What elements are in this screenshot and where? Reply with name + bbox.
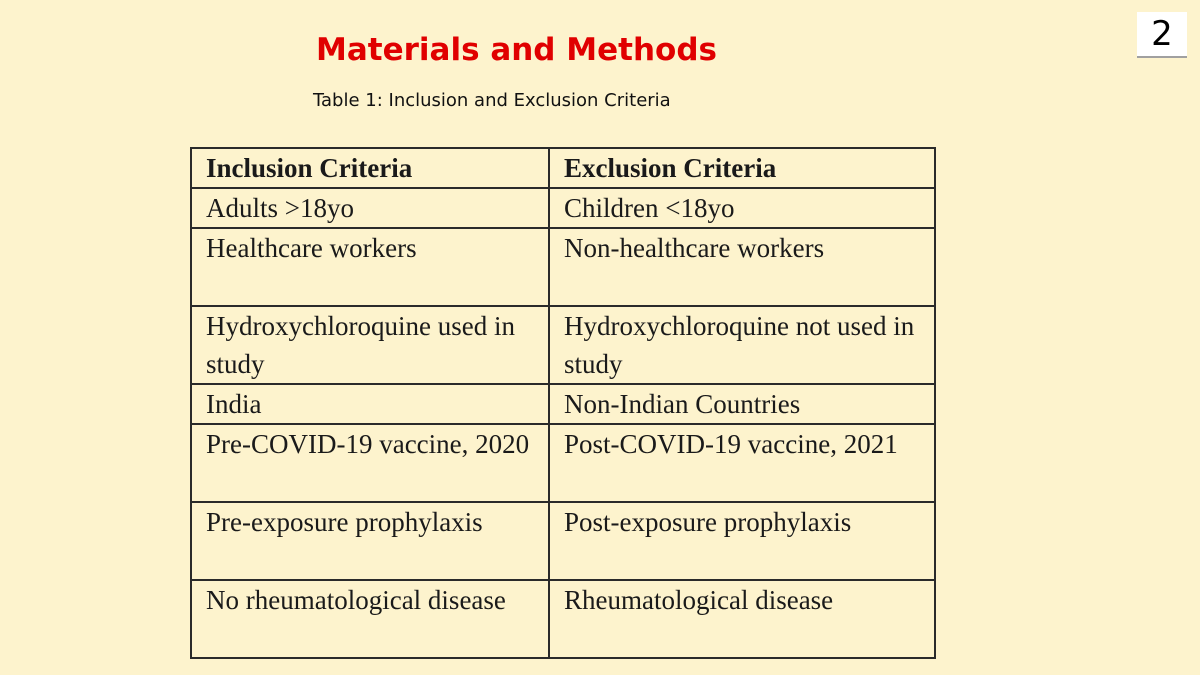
- exclusion-cell: Non-healthcare workers: [549, 228, 935, 306]
- table-header-row: [191, 148, 935, 188]
- exclusion-cell: Non-Indian Countries: [549, 384, 935, 424]
- table-row: [191, 306, 935, 384]
- exclusion-cell: Rheumatological disease: [549, 580, 935, 658]
- exclusion-cell: Post-COVID-19 vaccine, 2021: [549, 424, 935, 502]
- inclusion-cell: Pre-exposure prophylaxis: [191, 502, 549, 580]
- exclusion-cell: Post-exposure prophylaxis: [549, 502, 935, 580]
- table-row: [191, 384, 935, 424]
- table-row: [191, 228, 935, 306]
- page-number: 2: [1137, 12, 1187, 58]
- inclusion-cell: Hydroxychloroquine used in study: [191, 306, 549, 384]
- table-row: [191, 580, 935, 658]
- inclusion-cell: India: [191, 384, 549, 424]
- inclusion-cell: Adults >18yo: [191, 188, 549, 228]
- inclusion-cell: Healthcare workers: [191, 228, 549, 306]
- slide-title: Materials and Methods: [316, 32, 717, 68]
- exclusion-cell: Children <18yo: [549, 188, 935, 228]
- criteria-table: [190, 147, 936, 659]
- header-inclusion: Inclusion Criteria: [191, 148, 549, 188]
- inclusion-cell: Pre-COVID-19 vaccine, 2020: [191, 424, 549, 502]
- exclusion-cell: Hydroxychloroquine not used in study: [549, 306, 935, 384]
- table-row: [191, 188, 935, 228]
- table-row: [191, 424, 935, 502]
- inclusion-cell: No rheumatological disease: [191, 580, 549, 658]
- header-exclusion: Exclusion Criteria: [549, 148, 935, 188]
- table-caption: Table 1: Inclusion and Exclusion Criteria: [313, 90, 671, 111]
- table-row: [191, 502, 935, 580]
